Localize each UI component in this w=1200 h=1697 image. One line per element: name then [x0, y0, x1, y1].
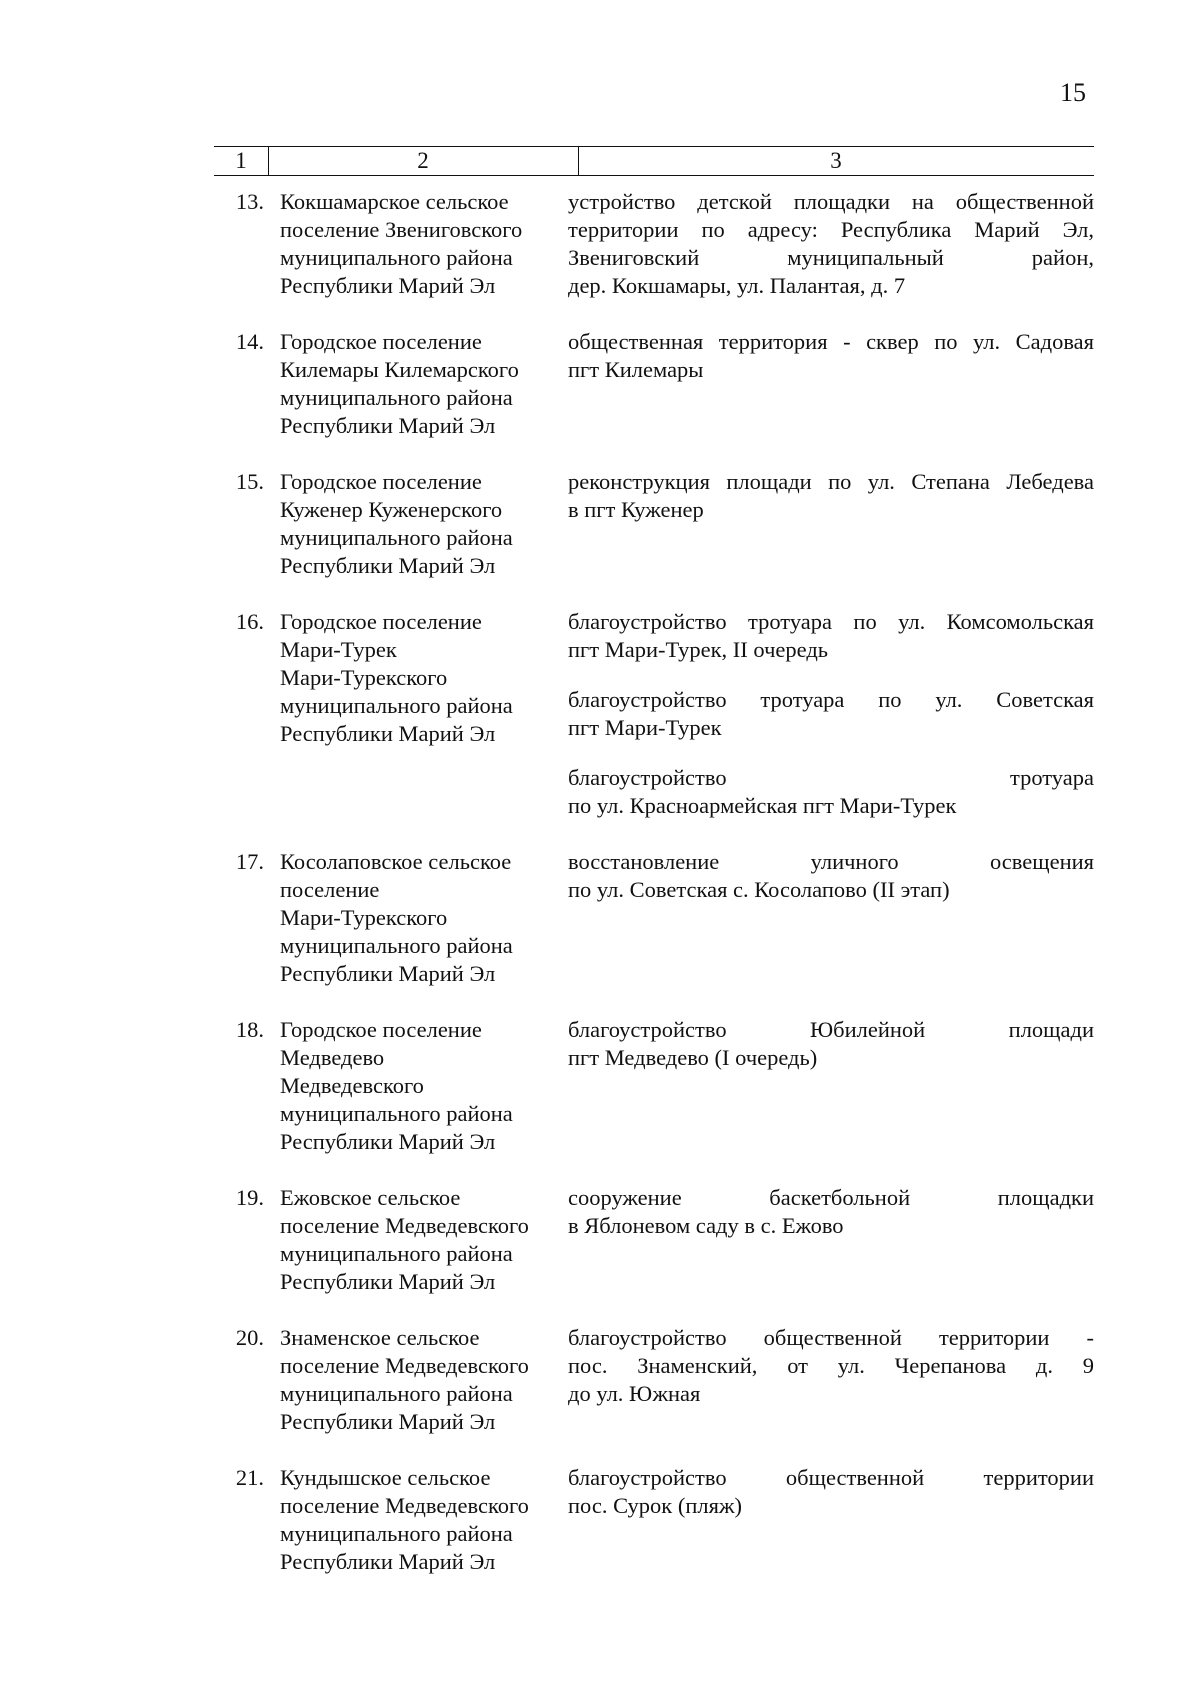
entry-number: 13.	[235, 189, 264, 214]
work-item-line: сооружение баскетбольной площадки	[568, 1185, 1094, 1210]
settlement-name-line: Республики Марий Эл	[280, 1549, 496, 1574]
work-item-line: благоустройство общественной территории -	[568, 1325, 1094, 1350]
work-item	[568, 608, 1094, 664]
table-row	[214, 1464, 1094, 1576]
settlement-name-line: Килемары Килемарского	[280, 357, 519, 382]
work-item-line: Звениговский муниципальный район,	[568, 245, 1094, 270]
works-description	[568, 1324, 1094, 1436]
work-item	[568, 188, 1094, 300]
table-row	[214, 1184, 1094, 1296]
settlement-name	[280, 188, 540, 300]
work-item-line: пгт Мари-Турек	[568, 715, 722, 740]
settlement-name-line: муниципального района	[280, 245, 513, 270]
works-description	[568, 328, 1094, 440]
settlement-name-line: Мари-Турекского	[280, 905, 448, 930]
work-item-line: пос. Знаменский, от ул. Черепанова д. 9	[568, 1353, 1094, 1378]
settlement-name-line: муниципального района	[280, 385, 513, 410]
settlement-name-line: Республики Марий Эл	[280, 721, 496, 746]
table-row	[214, 608, 1094, 820]
settlement-name-line: Городское поселение	[280, 469, 482, 494]
settlement-name-line: поселение Медведевского	[280, 1213, 529, 1238]
settlement-name-line: Республики Марий Эл	[280, 273, 496, 298]
work-item-line: благоустройство Юбилейной площади	[568, 1017, 1094, 1042]
work-item-line: восстановление уличного освещения	[568, 849, 1094, 874]
work-item-line: пос. Сурок (пляж)	[568, 1493, 742, 1518]
table-row	[214, 1016, 1094, 1156]
settlement-name-line: муниципального района	[280, 1241, 513, 1266]
works-description	[568, 1184, 1094, 1296]
works-description	[568, 1464, 1094, 1576]
settlement-name-line: муниципального района	[280, 933, 513, 958]
work-item-line: в Яблоневом саду в с. Ежово	[568, 1213, 844, 1238]
settlement-name-line: Знаменское сельское	[280, 1325, 480, 1350]
settlement-name-line: Ежовское сельское	[280, 1185, 461, 1210]
entry-number: 18.	[235, 1017, 264, 1042]
work-item-line: территории по адресу: Республика Марий Эл,	[568, 217, 1094, 242]
settlement-name	[280, 1184, 540, 1296]
works-description	[568, 608, 1094, 820]
settlement-name-line: Кокшамарское сельское	[280, 189, 509, 214]
work-item-line: благоустройство тротуара по ул. Советская	[568, 687, 1094, 712]
settlement-name-line: поселение Звениговского	[280, 217, 523, 242]
work-item-line: в пгт Куженер	[568, 497, 704, 522]
works-description	[568, 1016, 1094, 1156]
entry-number: 14.	[235, 329, 264, 354]
settlement-name-line: муниципального района	[280, 1521, 513, 1546]
entry-number: 20.	[235, 1325, 264, 1350]
entry-number: 17.	[235, 849, 264, 874]
works-description	[568, 848, 1094, 988]
settlement-name	[280, 608, 540, 820]
column-header-1: 1	[235, 148, 247, 173]
settlement-name-line: Республики Марий Эл	[280, 1409, 496, 1434]
work-item-line: пгт Килемары	[568, 357, 704, 382]
settlement-name-line: муниципального района	[280, 1101, 513, 1126]
work-item	[568, 1184, 1094, 1240]
settlement-name-line: поселение Медведевского	[280, 1493, 529, 1518]
settlement-name-line: муниципального района	[280, 525, 513, 550]
settlement-name	[280, 1464, 540, 1576]
settlement-name-line: муниципального района	[280, 1381, 513, 1406]
work-item-line: по ул. Красноармейская пгт Мари-Турек	[568, 793, 957, 818]
work-item-line: дер. Кокшамары, ул. Палантая, д. 7	[568, 273, 906, 298]
work-item-line: до ул. Южная	[568, 1381, 701, 1406]
settlement-name-line: поселение	[280, 877, 380, 902]
column-header-3: 3	[830, 148, 842, 173]
table-column-header	[214, 146, 1094, 176]
work-item-line: пгт Мари-Турек, II очередь	[568, 637, 829, 662]
work-item	[568, 1016, 1094, 1072]
work-item-line: пгт Медведево (I очередь)	[568, 1045, 818, 1070]
settlement-name-line: Медведевского	[280, 1073, 424, 1098]
settlement-name-line: Мари-Турекского	[280, 665, 448, 690]
settlement-name-line: Республики Марий Эл	[280, 1129, 496, 1154]
work-item	[568, 686, 1094, 742]
work-item-line: по ул. Советская с. Косолапово (II этап)	[568, 877, 950, 902]
work-item	[568, 1324, 1094, 1408]
table-row	[214, 1324, 1094, 1436]
work-item	[568, 848, 1094, 904]
settlement-name-line: Республики Марий Эл	[280, 553, 496, 578]
table-row	[214, 328, 1094, 440]
work-item-line: реконструкция площади по ул. Степана Лебедева	[568, 469, 1094, 494]
settlement-name-line: муниципального района	[280, 693, 513, 718]
settlement-name-line: Медведево	[280, 1045, 385, 1070]
settlement-name-line: Городское поселение	[280, 609, 482, 634]
settlement-name	[280, 328, 540, 440]
work-item-line: благоустройство общественной территории	[568, 1465, 1094, 1490]
work-item	[568, 328, 1094, 384]
entry-number: 21.	[235, 1465, 264, 1490]
works-description	[568, 468, 1094, 580]
table-row	[214, 188, 1094, 300]
works-description	[568, 188, 1094, 300]
work-item-line: общественная территория - сквер по ул. Садовая	[568, 329, 1094, 354]
settlement-name-line: Мари-Турек	[280, 637, 397, 662]
work-item-line: благоустройство тротуара по ул. Комсомольская	[568, 609, 1094, 634]
settlement-name	[280, 848, 540, 988]
settlement-name-line: поселение Медведевского	[280, 1353, 529, 1378]
work-item-line: благоустройство тротуара	[568, 765, 1094, 790]
settlement-name-line: Косолаповское сельское	[280, 849, 512, 874]
column-header-2: 2	[417, 148, 429, 173]
table-row	[214, 848, 1094, 988]
settlement-name	[280, 1324, 540, 1436]
settlement-name-line: Кундышское сельское	[280, 1465, 491, 1490]
table-row	[214, 468, 1094, 580]
page-number: 15	[1060, 78, 1086, 107]
settlement-name	[280, 1016, 540, 1156]
settlement-name-line: Городское поселение	[280, 329, 482, 354]
work-item	[568, 468, 1094, 524]
entry-number: 15.	[235, 469, 264, 494]
work-item	[568, 764, 1094, 820]
work-item-line: устройство детской площадки на общественной	[568, 189, 1094, 214]
settlement-name-line: Республики Марий Эл	[280, 413, 496, 438]
settlement-name-line: Республики Марий Эл	[280, 1269, 496, 1294]
entry-number: 19.	[235, 1185, 264, 1210]
settlement-name-line: Куженер Куженерского	[280, 497, 503, 522]
settlement-name	[280, 468, 540, 580]
entries-table	[214, 188, 1094, 1604]
work-item	[568, 1464, 1094, 1520]
settlement-name-line: Городское поселение	[280, 1017, 482, 1042]
settlement-name-line: Республики Марий Эл	[280, 961, 496, 986]
entry-number: 16.	[235, 609, 264, 634]
